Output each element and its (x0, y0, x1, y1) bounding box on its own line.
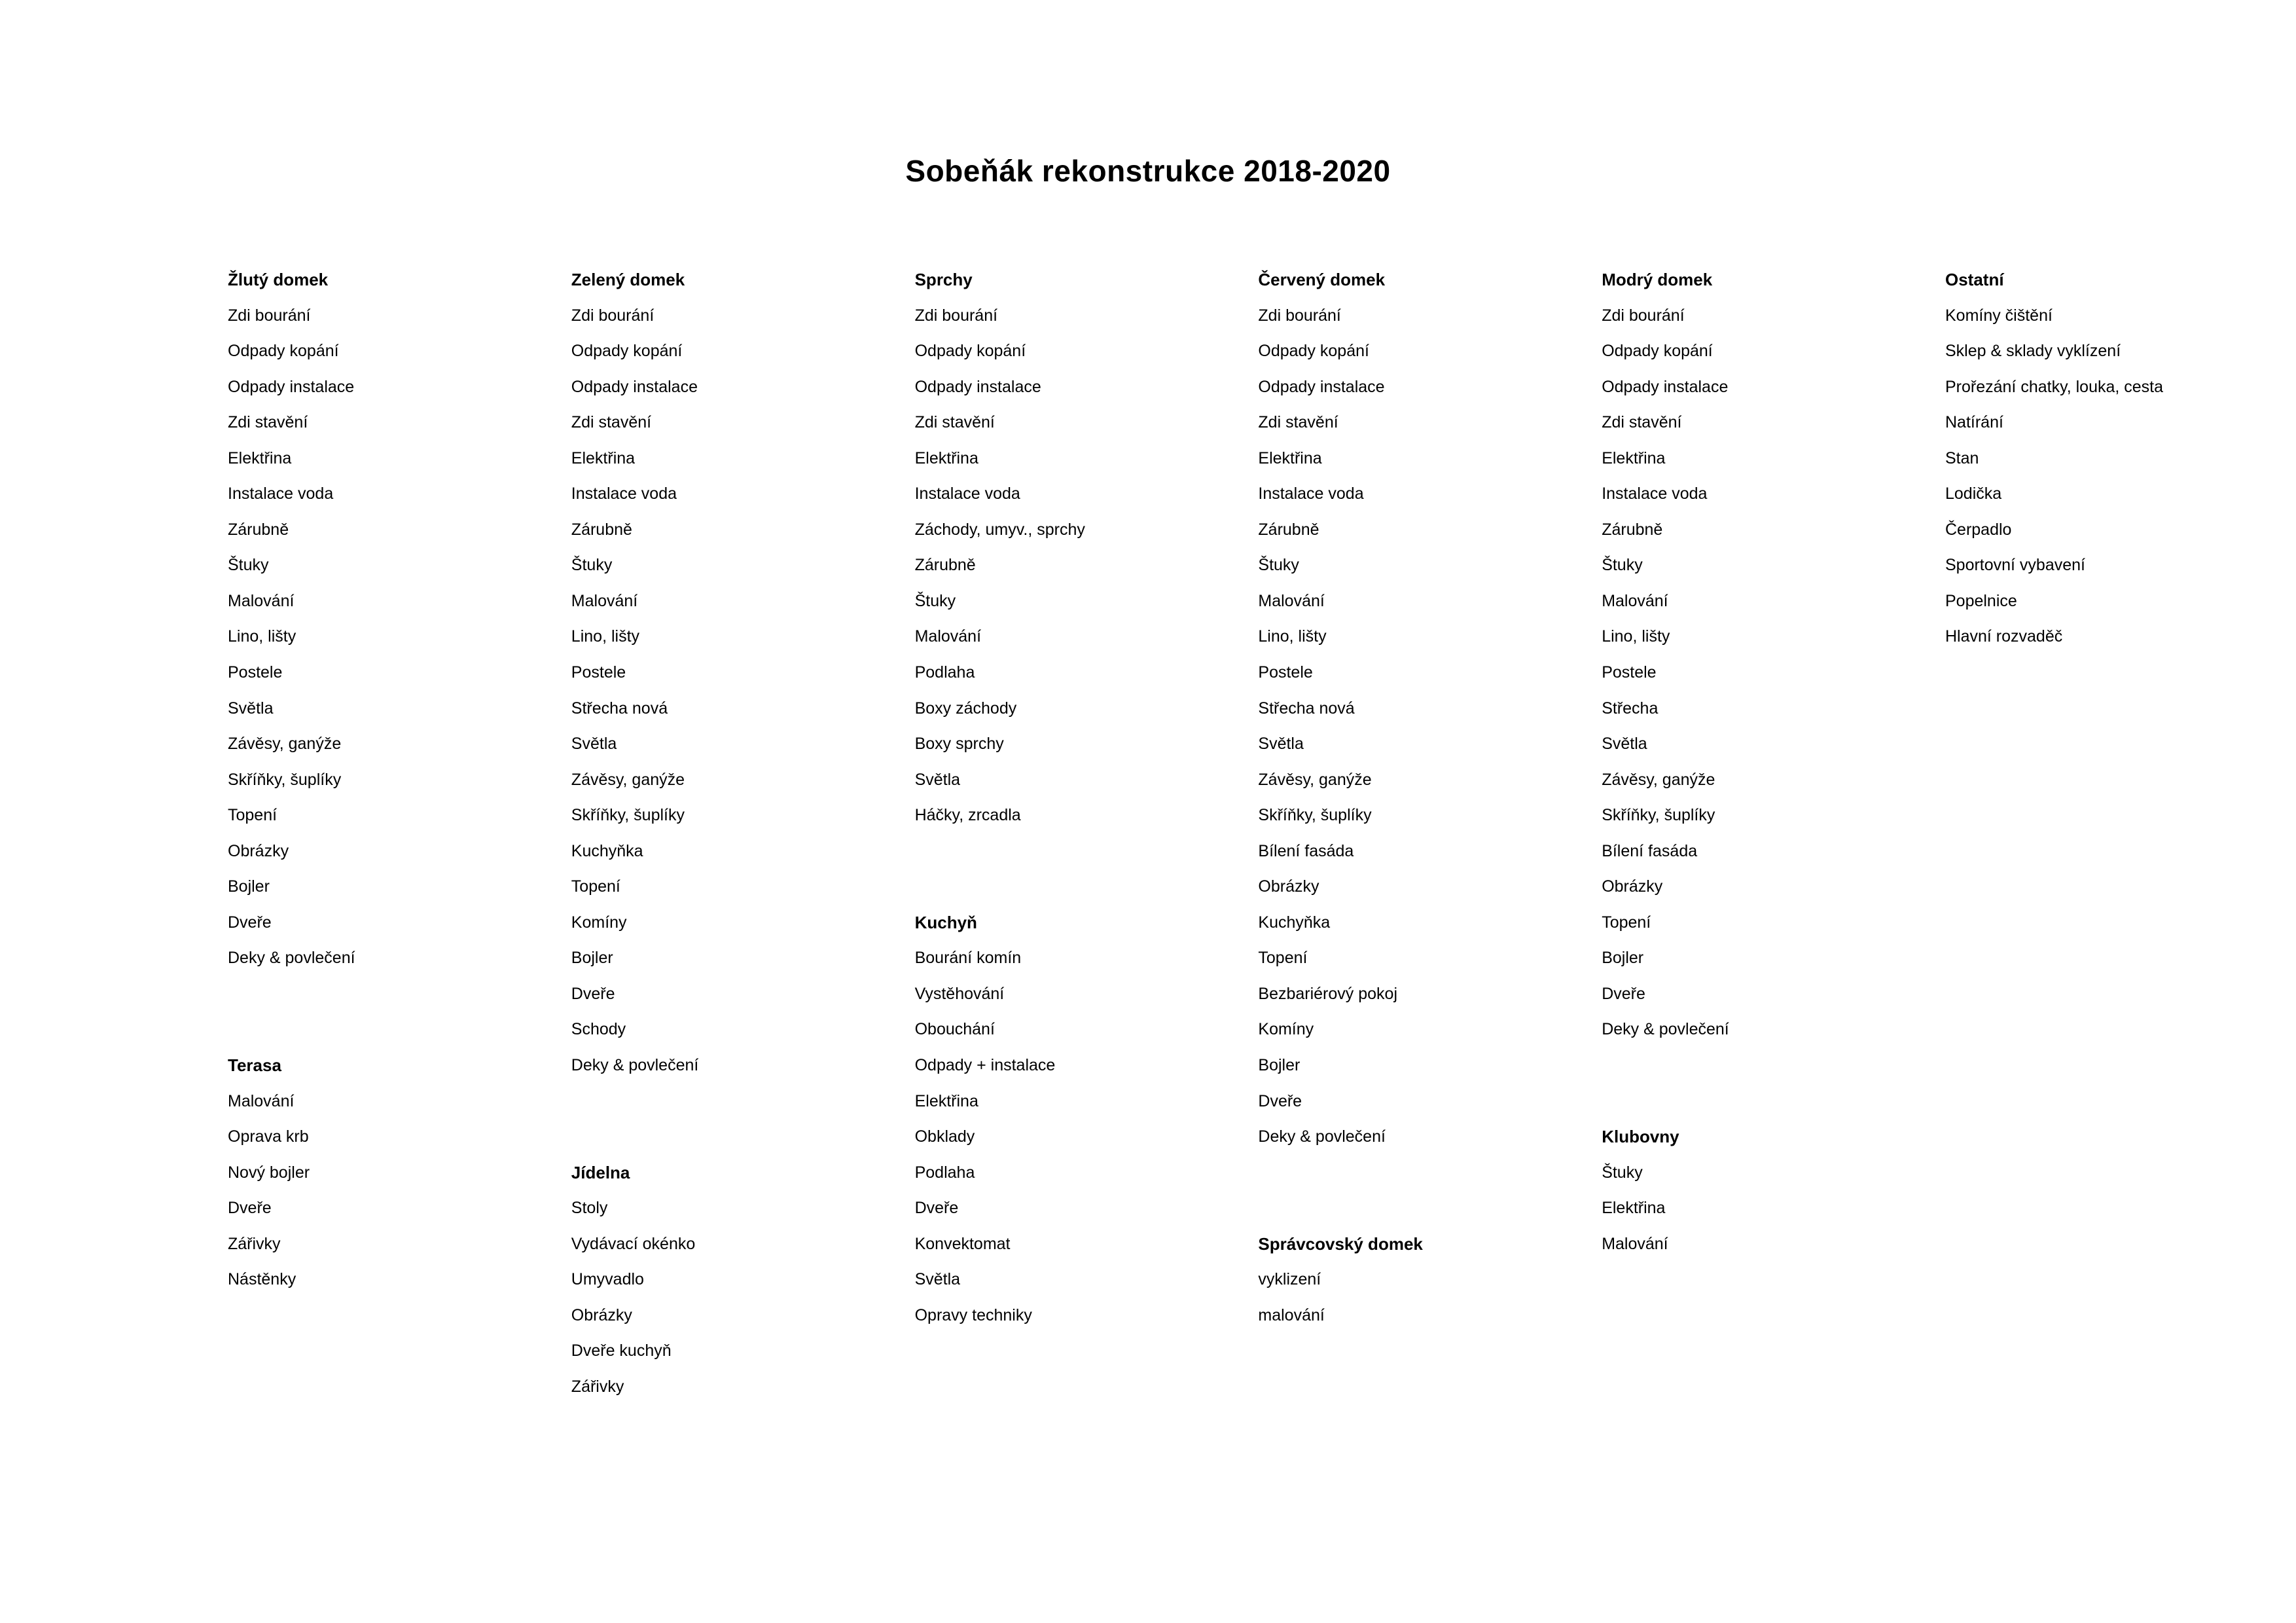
list-item: Hlavní rozvaděč (1945, 627, 2063, 646)
empty-row (1945, 1262, 2289, 1298)
list-item: Dveře kuchyň (571, 1341, 672, 1360)
empty-row (1258, 1369, 1602, 1405)
list-item: Vystěhování (914, 984, 1005, 1003)
list-item: Deky & povlečení (1602, 1020, 1729, 1039)
list-item: Štuky (571, 556, 613, 575)
section-header: Klubovny (1602, 1127, 1679, 1147)
empty-row (1945, 1012, 2289, 1048)
list-item: Elektřina (571, 448, 636, 467)
empty-row (228, 976, 571, 1012)
empty-row (1602, 1084, 1945, 1120)
empty-row (1945, 833, 2289, 869)
empty-row (915, 1333, 1259, 1369)
list-item: Skříňky, šuplíky (1258, 806, 1372, 825)
empty-row (1258, 1155, 1602, 1191)
empty-row (1945, 1298, 2289, 1334)
list-item: Elektřina (1602, 1199, 1666, 1218)
list-item: Světla (228, 699, 274, 718)
list-item: Schody (571, 1020, 626, 1039)
list-item: Záchody, umyv., sprchy (914, 520, 1085, 539)
empty-row (571, 1084, 915, 1120)
list-item: Dveře (228, 1199, 272, 1218)
empty-row (1945, 940, 2289, 976)
list-item: Závěsy, ganýže (1602, 770, 1715, 789)
column-zeleny-domek (571, 262, 915, 1405)
list-item: Malování (914, 627, 982, 646)
empty-row (1945, 1119, 2289, 1155)
list-item: Světla (571, 735, 617, 754)
list-item: Komíny (1258, 1020, 1314, 1039)
list-item: Prořezání chatky, louka, cesta (1945, 377, 2164, 396)
list-item: Topení (228, 806, 278, 825)
list-item: Střecha (1602, 699, 1659, 718)
list-item: Postele (571, 663, 626, 682)
section-header: Kuchyň (914, 912, 977, 932)
list-item: Odpady + instalace (914, 1056, 1056, 1075)
list-item: Boxy záchody (914, 699, 1017, 718)
empty-row (1602, 1262, 1945, 1298)
list-item: Bourání komín (914, 949, 1022, 968)
section-header: Ostatní (1945, 270, 2004, 289)
list-item: Obouchání (914, 1020, 995, 1039)
empty-row (1945, 905, 2289, 941)
list-item: Zdi stavění (571, 413, 652, 432)
list-item: Instalace voda (1258, 484, 1364, 503)
column-modry-domek (1602, 262, 1945, 1405)
list-item: Štuky (228, 556, 269, 575)
empty-row (571, 1119, 915, 1155)
empty-row (1945, 1190, 2289, 1226)
list-item: Skříňky, šuplíky (1602, 806, 1715, 825)
list-item: Malování (1602, 591, 1668, 610)
list-item: Bílení fasáda (1602, 841, 1698, 860)
list-item: Zdi stavění (914, 413, 995, 432)
empty-row (915, 1369, 1259, 1405)
empty-row (1945, 976, 2289, 1012)
list-item: Obrázky (228, 841, 289, 860)
list-item: Nástěnky (228, 1270, 296, 1289)
empty-row (1945, 655, 2289, 691)
list-item: Elektřina (228, 448, 292, 467)
list-item: Kuchyňka (1258, 913, 1331, 932)
list-item: Zdi stavění (228, 413, 308, 432)
list-item: Postele (1602, 663, 1657, 682)
list-item: Střecha nová (571, 699, 668, 718)
list-item: Topení (1602, 913, 1651, 932)
empty-row (1945, 1333, 2289, 1369)
list-item: Stan (1945, 448, 1979, 467)
list-item: Bojler (228, 877, 270, 896)
list-item: Komíny (571, 913, 627, 932)
list-item: Malování (228, 591, 295, 610)
empty-row (1945, 1084, 2289, 1120)
empty-row (228, 1298, 571, 1334)
list-item: Skříňky, šuplíky (571, 806, 685, 825)
list-item: Skříňky, šuplíky (228, 770, 342, 789)
list-item: Elektřina (914, 1091, 978, 1110)
list-item: Malování (1602, 1234, 1668, 1253)
empty-row (1258, 1333, 1602, 1369)
column-ostatni (1945, 262, 2289, 1405)
empty-row (915, 869, 1259, 905)
empty-row (228, 1369, 571, 1405)
list-item: Zárubně (1258, 520, 1319, 539)
list-item: Topení (1258, 949, 1308, 968)
list-item: Instalace voda (914, 484, 1020, 503)
list-item: Lino, lišty (571, 627, 640, 646)
list-item: Zdi stavění (1602, 413, 1682, 432)
list-item: Opravy techniky (914, 1305, 1032, 1324)
empty-row (1945, 1048, 2289, 1084)
list-item: Zárubně (228, 520, 289, 539)
list-item: Bojler (1602, 949, 1644, 968)
list-item: Dveře (228, 913, 272, 932)
list-item: Lino, lišty (228, 627, 296, 646)
list-item: Štuky (1602, 556, 1643, 575)
section-header: Správcovský domek (1258, 1233, 1423, 1254)
list-item: Elektřina (914, 448, 978, 467)
column-sprchy (915, 262, 1259, 1405)
list-item: Dveře (1258, 1091, 1302, 1110)
empty-row (228, 1333, 571, 1369)
section-header: Sprchy (914, 270, 973, 289)
list-item: Světla (914, 770, 961, 789)
list-item: Postele (228, 663, 283, 682)
list-item: Obrázky (1258, 877, 1319, 896)
list-item: Odpady instalace (1602, 377, 1729, 396)
list-item: Odpady kopání (1258, 342, 1369, 361)
list-item: Vydávací okénko (571, 1234, 696, 1253)
list-item: Malování (1258, 591, 1325, 610)
list-item: Instalace voda (228, 484, 334, 503)
list-item: Odpady kopání (571, 342, 683, 361)
list-item: Odpady instalace (914, 377, 1041, 396)
empty-row (1602, 1298, 1945, 1334)
list-item: Zdi stavění (1258, 413, 1338, 432)
list-item: Světla (914, 1270, 961, 1289)
list-item: Střecha nová (1258, 699, 1355, 718)
list-item: Deky & povlečení (571, 1056, 699, 1075)
empty-row (228, 1012, 571, 1048)
empty-row (1945, 762, 2289, 798)
list-item: Podlaha (914, 663, 975, 682)
list-item: Odpady kopání (914, 342, 1026, 361)
list-item: Deky & povlečení (1258, 1127, 1386, 1146)
list-item: Elektřina (1602, 448, 1666, 467)
list-item: Štuky (1258, 556, 1299, 575)
list-item: Lino, lišty (1602, 627, 1670, 646)
list-item: Deky & povlečení (228, 949, 355, 968)
list-item: Komíny čištění (1945, 306, 2053, 325)
list-item: Zářivky (571, 1377, 624, 1396)
list-item: Bojler (571, 949, 613, 968)
empty-row (1945, 1369, 2289, 1405)
list-item: Zdi bourání (228, 306, 311, 325)
list-item: Světla (1602, 735, 1647, 754)
list-item: Bílení fasáda (1258, 841, 1354, 860)
list-item: Závěsy, ganýže (571, 770, 685, 789)
section-header: Terasa (228, 1055, 281, 1076)
page-title: Sobeňák rekonstrukce 2018-2020 (905, 154, 1391, 188)
list-item: Zárubně (914, 556, 976, 575)
list-item: Závěsy, ganýže (1258, 770, 1372, 789)
list-item: Postele (1258, 663, 1313, 682)
list-item: Zdi bourání (914, 306, 998, 325)
empty-row (1945, 1155, 2289, 1191)
column-cerveny-domek (1258, 262, 1602, 1405)
empty-row (1945, 726, 2289, 762)
list-item: Dveře (1602, 984, 1645, 1003)
columns-area (228, 262, 2289, 1405)
empty-row (1945, 869, 2289, 905)
list-item: Štuky (914, 591, 956, 610)
section-header: Červený domek (1258, 270, 1386, 289)
list-item: Odpady instalace (1258, 377, 1385, 396)
list-item: Obrázky (1602, 877, 1663, 896)
list-item: Konvektomat (914, 1234, 1011, 1253)
list-item: Lino, lišty (1258, 627, 1327, 646)
list-item: Dveře (571, 984, 615, 1003)
list-item: Obklady (914, 1127, 975, 1146)
list-item: Boxy sprchy (914, 735, 1004, 754)
list-item: Obrázky (571, 1305, 632, 1324)
list-item: Umyvadlo (571, 1270, 644, 1289)
empty-row (1258, 1190, 1602, 1226)
list-item: Odpady instalace (228, 377, 355, 396)
list-item: Dveře (914, 1199, 959, 1218)
list-item: Štuky (1602, 1163, 1643, 1182)
empty-row (1945, 797, 2289, 833)
empty-row (1602, 1369, 1945, 1405)
empty-row (1602, 1333, 1945, 1369)
list-item: Světla (1258, 735, 1304, 754)
list-item: Instalace voda (571, 484, 677, 503)
section-header: Žlutý domek (228, 270, 329, 289)
list-item: Odpady kopání (1602, 342, 1713, 361)
list-item: Zárubně (1602, 520, 1663, 539)
list-item: Topení (571, 877, 620, 896)
empty-row (1945, 691, 2289, 727)
list-item: Sportovní vybavení (1945, 556, 2085, 575)
list-item: Lodička (1945, 484, 2002, 503)
list-item: Háčky, zrcadla (914, 806, 1021, 825)
list-item: Zárubně (571, 520, 632, 539)
list-item: Elektřina (1258, 448, 1322, 467)
list-item: Kuchyňka (571, 841, 643, 860)
list-item: Malování (571, 591, 638, 610)
list-item: Zdi bourání (1258, 306, 1341, 325)
list-item: Bojler (1258, 1056, 1300, 1075)
column-zluty-domek (228, 262, 571, 1405)
list-item: Popelnice (1945, 591, 2017, 610)
list-item: Instalace voda (1602, 484, 1708, 503)
list-item: Zářivky (228, 1234, 281, 1253)
list-item: Odpady instalace (571, 377, 698, 396)
list-item: vyklizení (1258, 1270, 1321, 1289)
list-item: Malování (228, 1091, 295, 1110)
list-item: Sklep & sklady vyklízení (1945, 342, 2121, 361)
list-item: Zdi bourání (571, 306, 655, 325)
list-item: Natírání (1945, 413, 2003, 432)
list-item: Zdi bourání (1602, 306, 1685, 325)
list-item: Oprava krb (228, 1127, 309, 1146)
list-item: Podlaha (914, 1163, 975, 1182)
list-item: Bezbariérový pokoj (1258, 984, 1398, 1003)
empty-row (915, 833, 1259, 869)
empty-row (1945, 1226, 2289, 1262)
list-item: malování (1258, 1305, 1325, 1324)
section-header: Zelený domek (571, 270, 685, 289)
empty-row (1602, 1048, 1945, 1084)
list-item: Nový bojler (228, 1163, 310, 1182)
list-item: Závěsy, ganýže (228, 735, 342, 754)
section-header: Modrý domek (1602, 270, 1713, 289)
list-item: Odpady kopání (228, 342, 339, 361)
section-header: Jídelna (571, 1162, 630, 1182)
list-item: Čerpadlo (1945, 520, 2012, 539)
list-item: Stoly (571, 1199, 608, 1218)
